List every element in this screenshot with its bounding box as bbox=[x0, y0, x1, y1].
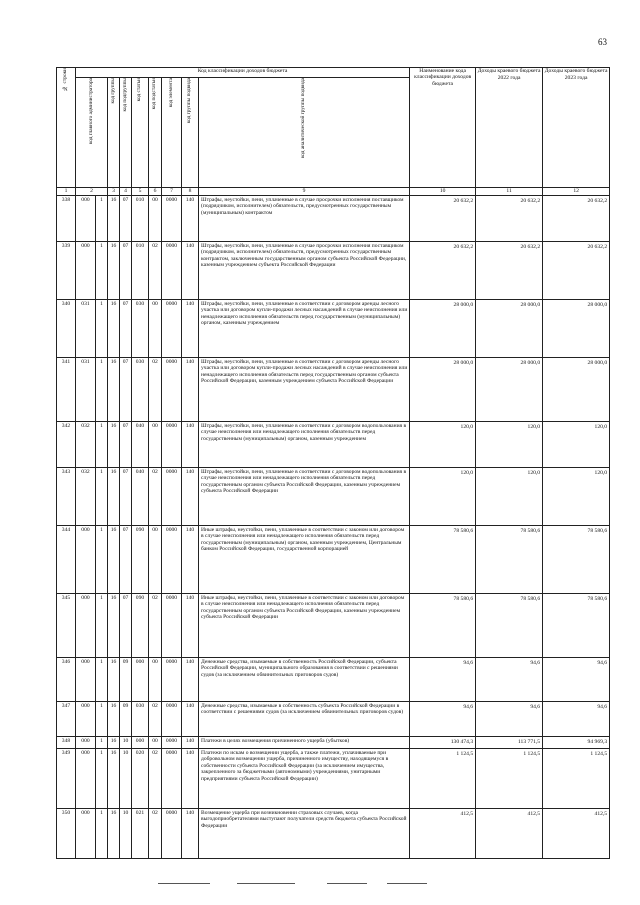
element-code: 00 bbox=[149, 737, 162, 749]
element-code: 02 bbox=[149, 749, 162, 809]
analytic-group-code: 140 bbox=[182, 422, 199, 468]
subgroup-code: 16 bbox=[108, 468, 120, 526]
revenue-name: Иные штрафы, неустойки, пени, уплаченные в соответствии с законом или договором в случае неисполнения или ненадлежащего исполнения обязательств перед государственным органом субъекта Российской Федерации, казенным учреждением субъекта Российской Федерации bbox=[199, 594, 410, 658]
footer-line bbox=[158, 883, 210, 884]
revenue-name: Штрафы, неустойки, пени, уплаченные в соответствии с договором аренды лесного участка или договором купли-продажи лесных насаждений в случае неисполнения или ненадлежащего исполнения обязательств перед государственным органом субъекта Российской Федерации, казенным учреждением субъекта Российской Федерации bbox=[199, 358, 410, 422]
revenue-name: Денежные средства, изымаемые в собственность субъекта Российской Федерации в соответствии с решениями судов (за исключением обвинительных приговоров судов) bbox=[199, 702, 410, 737]
col-number: 10 bbox=[410, 188, 476, 196]
code-col-header-7: код группы подвида bbox=[182, 78, 199, 188]
element-code: 00 bbox=[149, 526, 162, 594]
subtype-group-code: 0000 bbox=[162, 358, 182, 422]
subgroup-code: 16 bbox=[108, 242, 120, 300]
value-2022: 94,6 bbox=[410, 702, 476, 737]
value-2024: 412,5 bbox=[543, 809, 610, 859]
code-col-header-6: код элемента bbox=[162, 78, 182, 188]
value-2022: 412,5 bbox=[410, 809, 476, 859]
col-number: 8 bbox=[182, 188, 199, 196]
value-2022: 20 632,2 bbox=[410, 196, 476, 242]
value-2023: 20 632,2 bbox=[476, 242, 543, 300]
revenue-name: Штрафы, неустойки, пени, уплаченные в случае просрочки исполнения поставщиком (подрядчиком, исполнителем) обязательств, предусмотренных государственным (муниципальным) контрактом bbox=[199, 196, 410, 242]
value-2023: 113 771,5 bbox=[476, 737, 543, 749]
value-2022: 120,0 bbox=[410, 422, 476, 468]
admin-code: 031 bbox=[76, 300, 96, 358]
table-row bbox=[57, 737, 610, 749]
article-code: 07 bbox=[120, 358, 132, 422]
subgroup-code: 16 bbox=[108, 526, 120, 594]
page-number: 63 bbox=[598, 37, 607, 47]
table-row bbox=[57, 196, 610, 242]
row-number: 343 bbox=[57, 468, 76, 526]
row-number: 338 bbox=[57, 196, 76, 242]
row-number: 349 bbox=[57, 749, 76, 809]
table-row bbox=[57, 526, 610, 594]
group-code: 1 bbox=[96, 242, 108, 300]
admin-code: 000 bbox=[76, 749, 96, 809]
subtype-group-code: 0000 bbox=[162, 242, 182, 300]
value-2024: 120,0 bbox=[543, 422, 610, 468]
subtype-group-code: 0000 bbox=[162, 749, 182, 809]
admin-code: 000 bbox=[76, 658, 96, 702]
subtype-group-code: 0000 bbox=[162, 594, 182, 658]
revenue-name: Платежи по искам о возмещении ущерба, а также платежи, уплачиваемые при добровольном возмещении ущерба, причиненного имуществу, находящемуся в собственности субъекта Российской Федерации (за исключением имущества, закрепленного за бюджетными (автономными) учреждениями, унитарными предприятиями субъекта Российской Федерации) bbox=[199, 749, 410, 809]
subtype-group-code: 0000 bbox=[162, 196, 182, 242]
subarticle-code: 030 bbox=[132, 702, 149, 737]
table-row bbox=[57, 809, 610, 859]
analytic-group-code: 140 bbox=[182, 468, 199, 526]
subarticle-code: 030 bbox=[132, 300, 149, 358]
article-code: 07 bbox=[120, 242, 132, 300]
revenue-name: Платежи в целях возмещения причиненного ущерба (убытков) bbox=[199, 737, 410, 749]
admin-code: 031 bbox=[76, 358, 96, 422]
table-row bbox=[57, 358, 610, 422]
article-code: 10 bbox=[120, 809, 132, 859]
element-code: 02 bbox=[149, 468, 162, 526]
value-2022: 120,0 bbox=[410, 468, 476, 526]
article-code: 07 bbox=[120, 526, 132, 594]
value-2022: 1 124,5 bbox=[410, 749, 476, 809]
code-col-header-8: код аналитической группы подвида bbox=[199, 78, 410, 188]
subarticle-code: 021 bbox=[132, 809, 149, 859]
code-col-header-2: код группы bbox=[108, 78, 120, 188]
row-no-header: № строки bbox=[57, 68, 76, 188]
element-code: 02 bbox=[149, 242, 162, 300]
admin-code: 000 bbox=[76, 702, 96, 737]
subarticle-code: 000 bbox=[132, 658, 149, 702]
article-code: 07 bbox=[120, 594, 132, 658]
value-2023: 78 580,6 bbox=[476, 594, 543, 658]
code-col-header-3: код подгруппы bbox=[120, 78, 132, 188]
col-number: 12 bbox=[543, 188, 610, 196]
col-number: 4 bbox=[120, 188, 132, 196]
value-2022: 20 632,2 bbox=[410, 242, 476, 300]
subtype-group-code: 0000 bbox=[162, 702, 182, 737]
value-2023: 28 000,0 bbox=[476, 358, 543, 422]
value-2024: 28 000,0 bbox=[543, 358, 610, 422]
subarticle-code: 040 bbox=[132, 422, 149, 468]
subgroup-code: 16 bbox=[108, 658, 120, 702]
admin-code: 000 bbox=[76, 242, 96, 300]
analytic-group-code: 140 bbox=[182, 737, 199, 749]
value-2024: 94 969,3 bbox=[543, 737, 610, 749]
value-2023: 1 124,5 bbox=[476, 749, 543, 809]
row-number: 342 bbox=[57, 422, 76, 468]
value-2023: 20 632,2 bbox=[476, 196, 543, 242]
subgroup-code: 16 bbox=[108, 809, 120, 859]
value-2022: 28 000,0 bbox=[410, 358, 476, 422]
subarticle-code: 040 bbox=[132, 468, 149, 526]
article-code: 09 bbox=[120, 702, 132, 737]
subgroup-code: 16 bbox=[108, 594, 120, 658]
column-numbers-row bbox=[57, 188, 610, 196]
subgroup-code: 16 bbox=[108, 300, 120, 358]
row-number: 340 bbox=[57, 300, 76, 358]
value-2023: 28 000,0 bbox=[476, 300, 543, 358]
group-code: 1 bbox=[96, 809, 108, 859]
article-code: 07 bbox=[120, 196, 132, 242]
group-code: 1 bbox=[96, 749, 108, 809]
analytic-group-code: 140 bbox=[182, 300, 199, 358]
table-row bbox=[57, 468, 610, 526]
group-code: 1 bbox=[96, 594, 108, 658]
col-number: 2 bbox=[76, 188, 108, 196]
element-code: 02 bbox=[149, 809, 162, 859]
revenue-name: Денежные средства, изымаемые в собственность Российской Федерации, субъекта Российской Федерации, муниципального образования в соответствии с решениями судов (за исключением обвинительных приговоров судов) bbox=[199, 658, 410, 702]
code-col-header-5: код подстатьи bbox=[149, 78, 162, 188]
article-code: 10 bbox=[120, 737, 132, 749]
code-col-header-4: код статьи bbox=[132, 78, 149, 188]
value-2022: 28 000,0 bbox=[410, 300, 476, 358]
value-2022: 78 580,6 bbox=[410, 526, 476, 594]
year-2022-header: Доходы краевого бюджета 2022 года bbox=[476, 68, 543, 188]
analytic-group-code: 140 bbox=[182, 702, 199, 737]
group-code: 1 bbox=[96, 526, 108, 594]
group-code: 1 bbox=[96, 702, 108, 737]
revenue-name: Возмещение ущерба при возникновении страховых случаев, когда выгодоприобретателями выступают получатели средств бюджета субъекта Российской Федерации bbox=[199, 809, 410, 859]
year-2023-header: Доходы краевого бюджета 2023 года bbox=[543, 68, 610, 188]
col-number: 6 bbox=[149, 188, 162, 196]
subarticle-code: 030 bbox=[132, 358, 149, 422]
group-code: 1 bbox=[96, 422, 108, 468]
subgroup-code: 16 bbox=[108, 422, 120, 468]
footer-line bbox=[387, 883, 427, 884]
value-2023: 120,0 bbox=[476, 422, 543, 468]
row-number: 341 bbox=[57, 358, 76, 422]
subgroup-code: 16 bbox=[108, 737, 120, 749]
value-2022: 94,6 bbox=[410, 658, 476, 702]
group-code: 1 bbox=[96, 358, 108, 422]
revenue-name: Штрафы, неустойки, пени, уплаченные в соответствии с договором аренды лесного участка или договором купли-продажи лесных насаждений в случае неисполнения или ненадлежащего исполнения обязательств перед государственным (муниципальным) органом, казенным учреждением bbox=[199, 300, 410, 358]
admin-code: 000 bbox=[76, 526, 96, 594]
col-number: 11 bbox=[476, 188, 543, 196]
article-code: 09 bbox=[120, 658, 132, 702]
value-2023: 94,6 bbox=[476, 658, 543, 702]
analytic-group-code: 140 bbox=[182, 358, 199, 422]
subtype-group-code: 0000 bbox=[162, 468, 182, 526]
subarticle-code: 090 bbox=[132, 594, 149, 658]
admin-code: 032 bbox=[76, 468, 96, 526]
analytic-group-code: 140 bbox=[182, 658, 199, 702]
group-code: 1 bbox=[96, 300, 108, 358]
analytic-group-code: 140 bbox=[182, 242, 199, 300]
code-col-header-1: код главного администратора bbox=[76, 78, 108, 188]
element-code: 00 bbox=[149, 658, 162, 702]
value-2023: 78 580,6 bbox=[476, 526, 543, 594]
element-code: 00 bbox=[149, 422, 162, 468]
value-2024: 94,6 bbox=[543, 702, 610, 737]
table-row bbox=[57, 594, 610, 658]
group-code: 1 bbox=[96, 468, 108, 526]
subtype-group-code: 0000 bbox=[162, 422, 182, 468]
classification-group-header: Код классификации доходов бюджета bbox=[76, 68, 410, 78]
footer-line bbox=[237, 883, 295, 884]
admin-code: 000 bbox=[76, 809, 96, 859]
element-code: 00 bbox=[149, 196, 162, 242]
admin-code: 000 bbox=[76, 594, 96, 658]
element-code: 02 bbox=[149, 594, 162, 658]
admin-code: 000 bbox=[76, 196, 96, 242]
subtype-group-code: 0000 bbox=[162, 737, 182, 749]
col-number: 9 bbox=[199, 188, 410, 196]
row-number: 345 bbox=[57, 594, 76, 658]
subtype-group-code: 0000 bbox=[162, 658, 182, 702]
value-2024: 94,6 bbox=[543, 658, 610, 702]
subarticle-code: 010 bbox=[132, 242, 149, 300]
row-number: 344 bbox=[57, 526, 76, 594]
value-2024: 78 580,6 bbox=[543, 526, 610, 594]
subarticle-code: 020 bbox=[132, 749, 149, 809]
element-code: 02 bbox=[149, 358, 162, 422]
name-column-header: Наименование кода классификации доходов бюджета bbox=[410, 68, 476, 188]
admin-code: 000 bbox=[76, 737, 96, 749]
group-code: 1 bbox=[96, 737, 108, 749]
revenue-name: Штрафы, неустойки, пени, уплаченные в случае просрочки исполнения поставщиком (подрядчиком, исполнителем) обязательств, предусмотренных государственным контрактом, заключенным государственным органом субъекта Российской Федерации, казенным учреждением субъекта Российской Федерации bbox=[199, 242, 410, 300]
subgroup-code: 16 bbox=[108, 358, 120, 422]
subgroup-code: 16 bbox=[108, 196, 120, 242]
article-code: 07 bbox=[120, 468, 132, 526]
header-row-top bbox=[57, 68, 610, 78]
element-code: 02 bbox=[149, 702, 162, 737]
subgroup-code: 16 bbox=[108, 749, 120, 809]
table-row bbox=[57, 300, 610, 358]
revenue-name: Штрафы, неустойки, пени, уплаченные в соответствии с договором водопользования в случае неисполнения или ненадлежащего исполнения обязательств перед государственным (муниципальным) органом, казенным учреждением bbox=[199, 422, 410, 468]
subtype-group-code: 0000 bbox=[162, 300, 182, 358]
revenue-name: Иные штрафы, неустойки, пени, уплаченные в соответствии с законом или договором в случае неисполнения или ненадлежащего исполнения обязательств перед государственным (муниципальным) органом, казенным учреждением, Центральным банком Российской Федерации, государственной корпорацией bbox=[199, 526, 410, 594]
element-code: 00 bbox=[149, 300, 162, 358]
subarticle-code: 090 bbox=[132, 526, 149, 594]
subgroup-code: 16 bbox=[108, 702, 120, 737]
revenue-classification-table bbox=[56, 67, 610, 859]
value-2022: 78 580,6 bbox=[410, 594, 476, 658]
analytic-group-code: 140 bbox=[182, 196, 199, 242]
group-code: 1 bbox=[96, 196, 108, 242]
value-2024: 20 632,2 bbox=[543, 242, 610, 300]
analytic-group-code: 140 bbox=[182, 526, 199, 594]
subarticle-code: 010 bbox=[132, 196, 149, 242]
row-number: 350 bbox=[57, 809, 76, 859]
table-row bbox=[57, 658, 610, 702]
admin-code: 032 bbox=[76, 422, 96, 468]
table-row bbox=[57, 242, 610, 300]
value-2022: 130 474,3 bbox=[410, 737, 476, 749]
group-code: 1 bbox=[96, 658, 108, 702]
value-2024: 1 124,5 bbox=[543, 749, 610, 809]
analytic-group-code: 140 bbox=[182, 749, 199, 809]
table-row bbox=[57, 749, 610, 809]
value-2024: 28 000,0 bbox=[543, 300, 610, 358]
col-number: 1 bbox=[57, 188, 76, 196]
table-row bbox=[57, 422, 610, 468]
row-number: 339 bbox=[57, 242, 76, 300]
col-number: 5 bbox=[132, 188, 149, 196]
col-number: 3 bbox=[108, 188, 120, 196]
row-number: 346 bbox=[57, 658, 76, 702]
subtype-group-code: 0000 bbox=[162, 526, 182, 594]
table-row bbox=[57, 702, 610, 737]
value-2024: 78 580,6 bbox=[543, 594, 610, 658]
subtype-group-code: 0000 bbox=[162, 809, 182, 859]
col-number: 7 bbox=[162, 188, 182, 196]
article-code: 10 bbox=[120, 749, 132, 809]
analytic-group-code: 140 bbox=[182, 809, 199, 859]
value-2023: 94,6 bbox=[476, 702, 543, 737]
row-number: 348 bbox=[57, 737, 76, 749]
article-code: 07 bbox=[120, 300, 132, 358]
value-2024: 120,0 bbox=[543, 468, 610, 526]
article-code: 07 bbox=[120, 422, 132, 468]
value-2023: 412,5 bbox=[476, 809, 543, 859]
value-2023: 120,0 bbox=[476, 468, 543, 526]
footer-line bbox=[327, 883, 367, 884]
revenue-name: Штрафы, неустойки, пени, уплаченные в соответствии с договором водопользования в случае неисполнения или ненадлежащего исполнения обязательств перед государственным органом субъекта Российской Федерации, казенным учреждением субъекта Российской Федерации bbox=[199, 468, 410, 526]
subarticle-code: 000 bbox=[132, 737, 149, 749]
analytic-group-code: 140 bbox=[182, 594, 199, 658]
value-2024: 20 632,2 bbox=[543, 196, 610, 242]
row-number: 347 bbox=[57, 702, 76, 737]
